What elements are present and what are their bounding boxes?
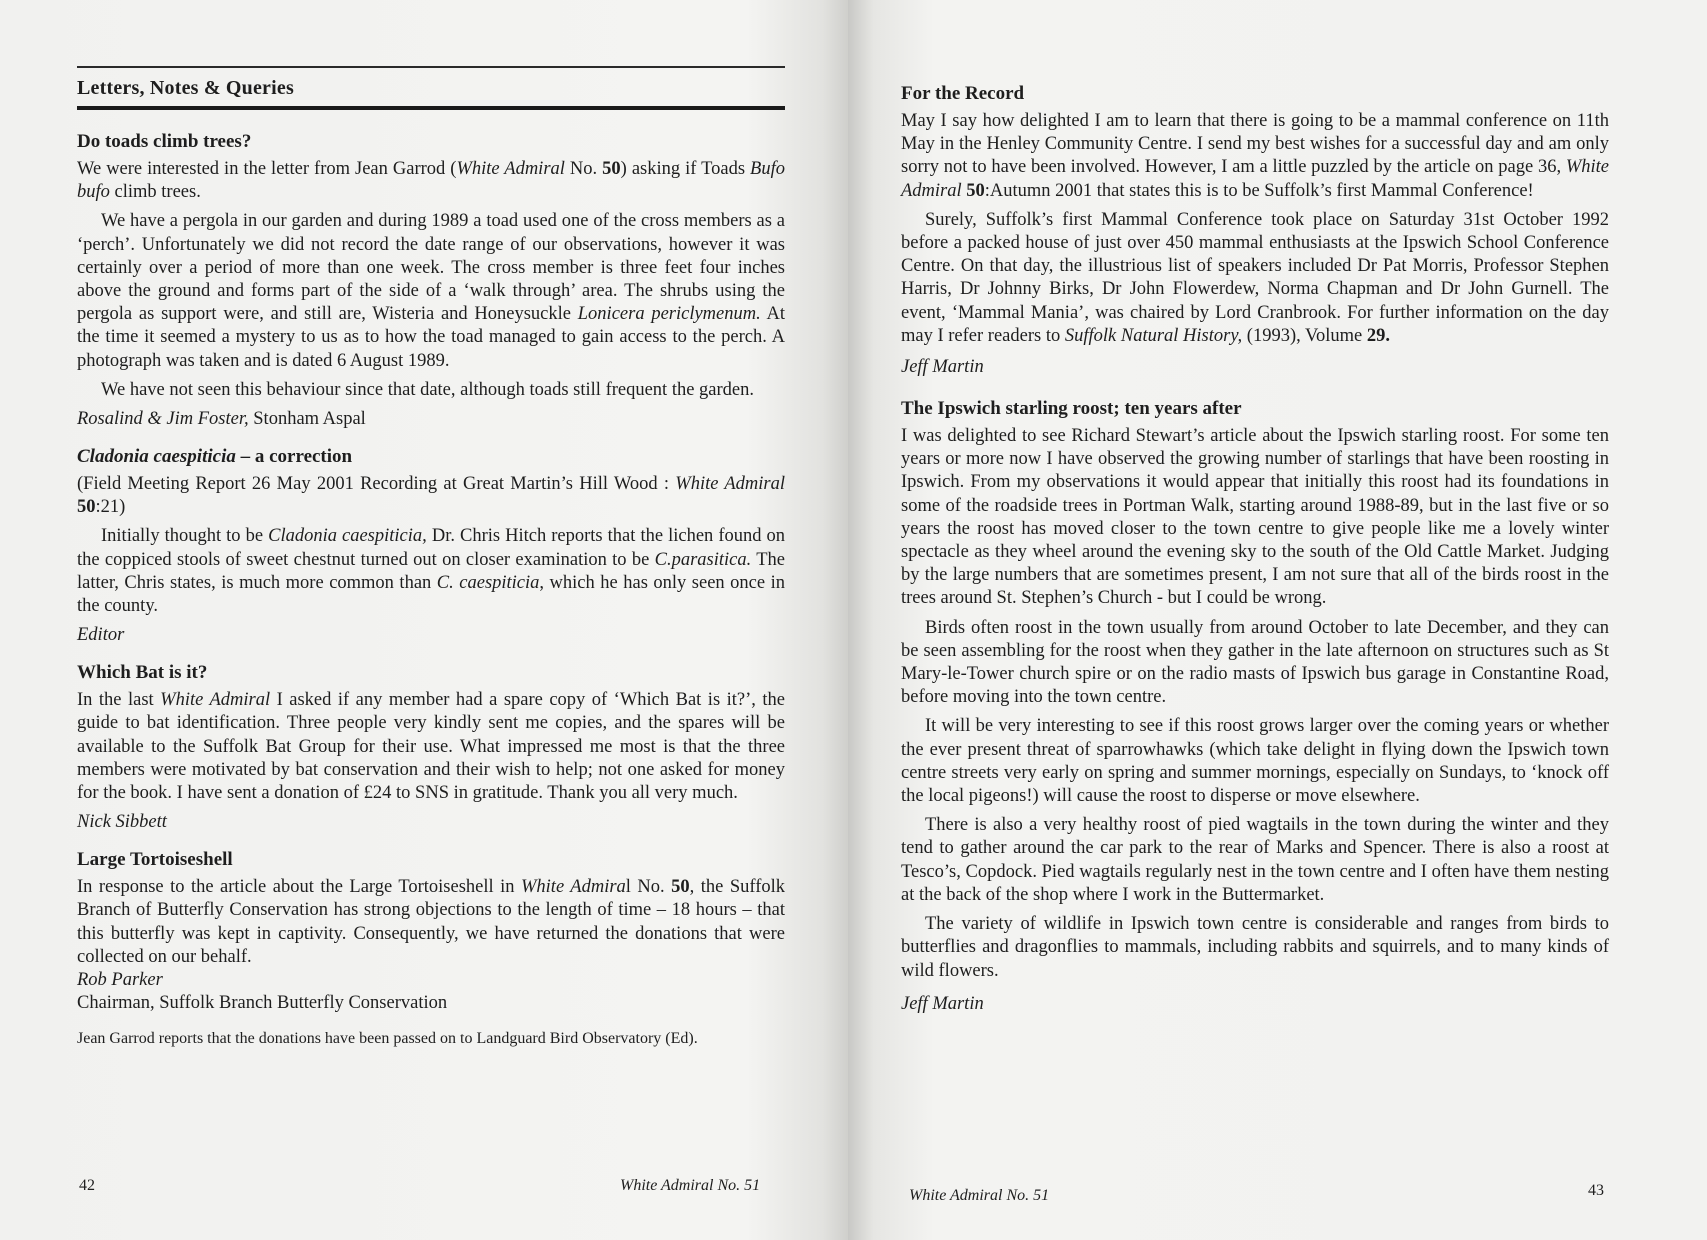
paragraph: We have a pergola in our garden and during 1989 a toad used one of the cross members as a ‘perch’. Unfortunately we did not record the date range of our observations, however it was certainly over a period of more than one week. The cross member is three feet four inches above the ground and forms part of the side of a ‘walk through’ area. The shrubs using the pergola as support were, and still are, Wisteria and Honeysuckle Lonicera periclymenum. At the time it seemed a mystery to us as to how the toad managed to gain access to the perch. A photograph was taken and is dated 6 August 1989.	[77, 211, 785, 371]
paragraph: I was delighted to see Richard Stewart’s article about the Ipswich starling roost. For some ten years or more now I have observed the growing number of starlings that have been roosting in Ipswich. From my observations it would appear that initially this roost had its foundations in some of the roadside trees in Portman Walk, starting around 1988-89, but in the last five or so years the roost has moved closer to the town centre to give people like me a lovely winter spectacle as they wheel around the evening sky to the south of the Old Cattle Market. Judging by the large numbers that are sometimes present, I am not sure that all of the birds roost in the trees around St. Stephen’s Church - but I could be wrong.	[901, 426, 1609, 609]
page-number: 42	[79, 1177, 95, 1194]
article-heading: Large Tortoiseshell	[77, 849, 233, 871]
article-heading: Which Bat is it?	[77, 662, 208, 684]
paragraph: The variety of wildlife in Ipswich town centre is considerable and ranges from birds to butterflies and dragonflies to mammals, including rabbits and squirrels, and to many kinds of wild flowers.	[901, 914, 1609, 981]
section-header	[77, 66, 785, 110]
article-bat	[77, 661, 785, 834]
author-signature: Jeff Martin	[901, 357, 984, 378]
paragraph: We were interested in the letter from Jean Garrod (White Admiral No. 50) asking if Toads Bufo bufo climb trees.	[77, 159, 785, 203]
paragraph: Initially thought to be Cladonia caespiticia, Dr. Chris Hitch reports that the lichen found on the coppiced stools of sweet chestnut turned out on closer examination to be C.parasitica. The latter, Chris states, is much more common than C. caespiticia, which he has only seen once in the county.	[77, 526, 786, 617]
section-title: Letters, Notes & Queries	[77, 77, 294, 99]
article-heading: Cladonia caespiticia – a correction	[77, 446, 353, 468]
article-heading: The Ipswich starling roost; ten years after	[901, 398, 1242, 420]
paragraph: We have not seen this behaviour since that date, although toads still frequent the garden.	[101, 379, 755, 400]
paragraph: (Field Meeting Report 26 May 2001 Recording at Great Martin’s Hill Wood : White Admiral 50:21)	[77, 474, 785, 518]
author-signature: Rosalind & Jim Foster, Stonham Aspal	[77, 409, 366, 430]
paragraph: In response to the article about the Large Tortoiseshell in White Admiral No. 50, the Suffolk Branch of Butterfly Conservation has strong objections to the length of time – 18 hours – that this butterfly was kept in captivity. Consequently, we have returned the donations that were collected on our behalf.	[77, 877, 785, 967]
paragraph: Surely, Suffolk’s first Mammal Conference took place on Saturday 31st October 1992 before a packed house of just over 450 mammal enthusiasts at the Ipswich School Conference Centre. On that day, the illustrious list of speakers included Dr Pat Morris, Professor Stephen Harris, Dr Johnny Birks, Dr John Flowerdew, Norma Chapman and Dr John Gurnell. The event, ‘Mammal Mania’, was chaired by Lord Cranbrook. For further information on the day may I refer readers to Suffolk Natural History, (1993), Volume 29.	[901, 209, 1609, 346]
article-record	[901, 82, 1609, 379]
author-signature: Editor	[77, 625, 125, 646]
author-signature: Nick Sibbett	[77, 812, 167, 833]
paragraph: There is also a very healthy roost of pied wagtails in the town during the winter and they tend to gather around the car park to the rear of Marks and Spencer. There is also a roost at Tesco’s, Copdock. Pied wagtails regularly nest in the town centre and I often have them nesting at the back of the shop where I work in the Buttermarket.	[901, 815, 1609, 905]
paragraph: May I say how delighted I am to learn that there is going to be a mammal conference on 11th May in the Henley Community Centre. I send my best wishes for a successful day and am only sorry not to have been involved. However, I am a little puzzled by the article on page 36, White Admiral 50:Autumn 2001 that states this is to be Suffolk’s first Mammal Conference!	[901, 111, 1609, 201]
author-signature: Jeff Martin	[901, 993, 984, 1014]
article-tortoiseshell	[77, 848, 785, 1049]
paragraph: In the last White Admiral I asked if any member had a spare copy of ‘Which Bat is it?’, the guide to bat identification. Three people very kindly sent me copies, and the spares will be available to the Suffolk Bat Group for their use. What impressed me most is that the three members were motivated by bat conservation and their wish to help; not one asked for money for the book. I have sent a donation of £24 to SNS in gratitude. Thank you all very much.	[77, 690, 785, 804]
right-column	[901, 82, 1609, 1030]
paragraph: It will be very interesting to see if this roost grows larger over the coming years or whether the ever present threat of sparrowhawks (which take delight in flying down the Ipswich town centre streets very early on spring and summer mornings, especially on Sundays, to ‘knock off the local pigeons!) will cause the roost to disperse or move elsewhere.	[901, 716, 1609, 807]
paragraph: Birds often roost in the town usually from around October to late December, and they can be seen assembling for the roost when they gather in the late afternoon on structures such as St Mary-le-Tower church spire or on the radio masts of Ipswich bus garage in Constantine Road, before moving into the town centre.	[901, 617, 1609, 708]
editor-note: Jean Garrod reports that the donations have been passed on to Landguard Bird Observatory (Ed).	[77, 1030, 698, 1048]
journal-footer: White Admiral No. 51	[620, 1177, 761, 1194]
author-title: Chairman, Suffolk Branch Butterfly Conservation	[77, 993, 448, 1014]
article-toads	[77, 130, 785, 431]
article-heading: Do toads climb trees?	[77, 131, 252, 152]
left-column	[77, 66, 785, 1055]
author-signature: Rob Parker	[77, 970, 163, 991]
article-cladonia	[77, 445, 785, 647]
article-starling	[901, 397, 1609, 1016]
journal-footer: White Admiral No. 51	[909, 1187, 1050, 1204]
article-heading: For the Record	[901, 83, 1025, 104]
left-page	[0, 0, 848, 1240]
page-number: 43	[1588, 1182, 1604, 1199]
right-page	[848, 0, 1707, 1240]
